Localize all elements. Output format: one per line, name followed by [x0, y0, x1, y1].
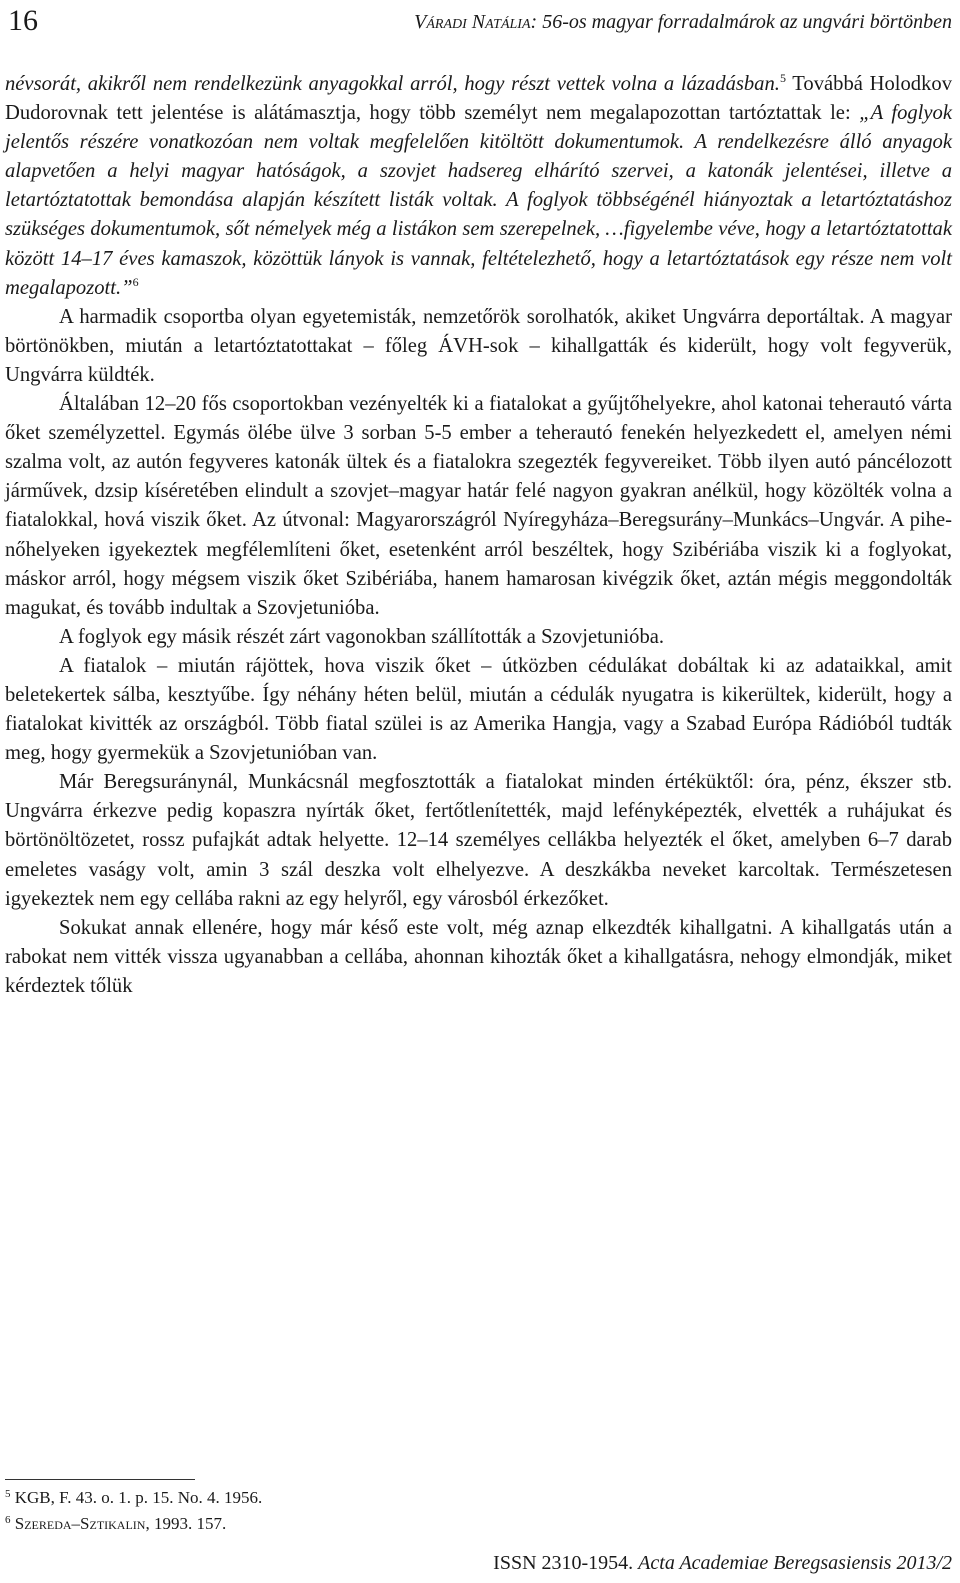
issn: ISSN 2310-1954.	[493, 1552, 639, 1574]
footnote-ref-5: 5	[779, 71, 786, 85]
paragraph: A harmadik csoportba olyan egyetemisták, nemzetőrök sorolhatók, akiket Ungvárra deportáltak. A magyar börtönökben, miután a letartóztatottakat – főleg ÁVH-sok – kihallgatták és kiderült, hogy volt fegyverük, Ungvárra küldték.	[5, 305, 952, 386]
paragraph: Általában 12–20 fős csoportokban vezényelték ki a fiatalokat a gyűjtőhelyekre, ahol katonai teherautó várta őket személyzettel. Egymás ölébe ülve 3 sorban 5-5 ember a teherautó fenekén helyezkedett el, amelyen némi szalma volt, az autón fegyveres katonák ültek és a fiatalokra szegezték fegyvereiket. Több ilyen autó páncélozott járművek, dzsip kíséretében elindult a szovjet–magyar határ felé nagyon gyakran anélkül, hogy közölték volna a fiatalokkal, hová viszik őket. Az útvonal: Magyarországról Nyíregyháza–Beregsurány–Munkács–Ungvár. A pihenőhelyeken igyekeztek megfélemlíteni őket, esetenként arról beszéltek, hogy Szibériába viszik ki a foglyokat, máskor arról, hogy mégsem viszik őket Szibériába, hanem hamarosan kivégzik őket, aztán mégis meggondolták magukat, és tovább indultak a Szovjetunióba.	[5, 393, 952, 619]
footnote	[5, 1485, 262, 1511]
footnote-text: KGB, F. 43. o. 1. p. 15. No. 4. 1956.	[10, 1488, 263, 1507]
footnote-mark: 6	[5, 1514, 11, 1526]
paragraph: Már Beregsuránynál, Munkácsnál megfosztották a fiatalokat minden értéküktől: óra, pénz, ékszer stb. Ungvárra érkezve pedig kopaszra nyírták őket, fertőtlenítették, majd lefényképezték, elvették a ruhájukat és börtönöltözetet, rossz pufajkát adtak helyette. 12–14 személyes cellákba helyezték el őket, amelyben 6–7 darab emeletes vaságy volt, amin 3 szál deszka volt elhelyezve. A deszkákba neveket karcoltak. Természetesen igyekeztek nem egy cellába rakni az egy helyről, egy városból érkezőket.	[5, 771, 952, 910]
running-header	[8, 2, 952, 46]
page-footer	[493, 1549, 952, 1577]
running-title-separator: :	[530, 11, 543, 33]
paragraph-text: névsorát, akikről nem rendelkezünk anyagokkal arról, hogy részt vettek volna a lázadásban.	[5, 73, 780, 95]
footnotes	[5, 1485, 262, 1537]
running-author: Váradi Natália	[414, 11, 531, 33]
running-title	[414, 8, 952, 36]
journal-name: Acta Academiae Beregsasiensis 2013/2	[638, 1552, 952, 1574]
paragraph: A foglyok egy másik részét zárt vagonokban szállították a Szovjetunióba.	[59, 625, 665, 648]
quote-text: „A foglyok jelentős részére vonatkozóan nem voltak megfelelően kitöltött dokumentumok. A rendelkezésre álló anyagok alapvetően a helyi magyar hatóságok, a szovjet hadsereg elhárító szervei, a katonák jelentései, illetve a letartóztatottak bemondása alapján készített listák voltak. A foglyok többségénél hiányoztak a letartóztatáshoz szükséges dokumentumok, sőt némelyek még a listákon sem szerepelnek, …figyelembe véve, hogy a letartóztatottak között 14–17 éves kamaszok, közöttük lányok is vannak, feltételezhető, hogy a letartóztatások egy része nem volt megalapozott.”	[5, 102, 952, 299]
footnote-author: Szereda–Sztikalin	[14, 1514, 146, 1533]
paragraph: A fiatalok – miután rájöttek, hova viszik őket – útközben cédulákat dobáltak ki az adataikkal, amit beletekertek sálba, kesztyűbe. Így néhány héten belül, miután a cédulák nyugatra is kikerültek, kiderült, hogy a fiatalokat kivitték az országból. Több fiatal szülei is az Amerika Hangja, vagy a Szabad Európa Rádióból tudták meg, hogy gyermekük a Szovjetunióban van.	[5, 654, 952, 765]
body-text	[5, 70, 952, 1001]
running-title-text: 56-os magyar forradalmárok az ungvári börtönben	[542, 11, 952, 33]
paragraph-text: Továbbá Holodkov Dudorovnak tett jelentése is alátámasztja, hogy több személyt nem megalapozottan tartóztattak le:	[5, 73, 952, 125]
footnote-ref-6: 6	[132, 274, 139, 289]
page-number: 16	[8, 4, 38, 37]
footnote	[5, 1511, 262, 1537]
footnote-mark: 5	[5, 1488, 11, 1500]
paragraph: Sokukat annak ellenére, hogy már késő este volt, még aznap elkezdték kihallgatni. A kihallgatás után a rabokat nem vitték vissza ugyanabban a cellába, ahonnan kihozták őket a kihallgatásra, nehogy elmondják, miket kérdeztek tőlük	[5, 916, 952, 997]
footnote-divider	[5, 1479, 195, 1480]
footnote-text: , 1993. 157.	[145, 1514, 227, 1533]
paragraph	[5, 70, 952, 303]
